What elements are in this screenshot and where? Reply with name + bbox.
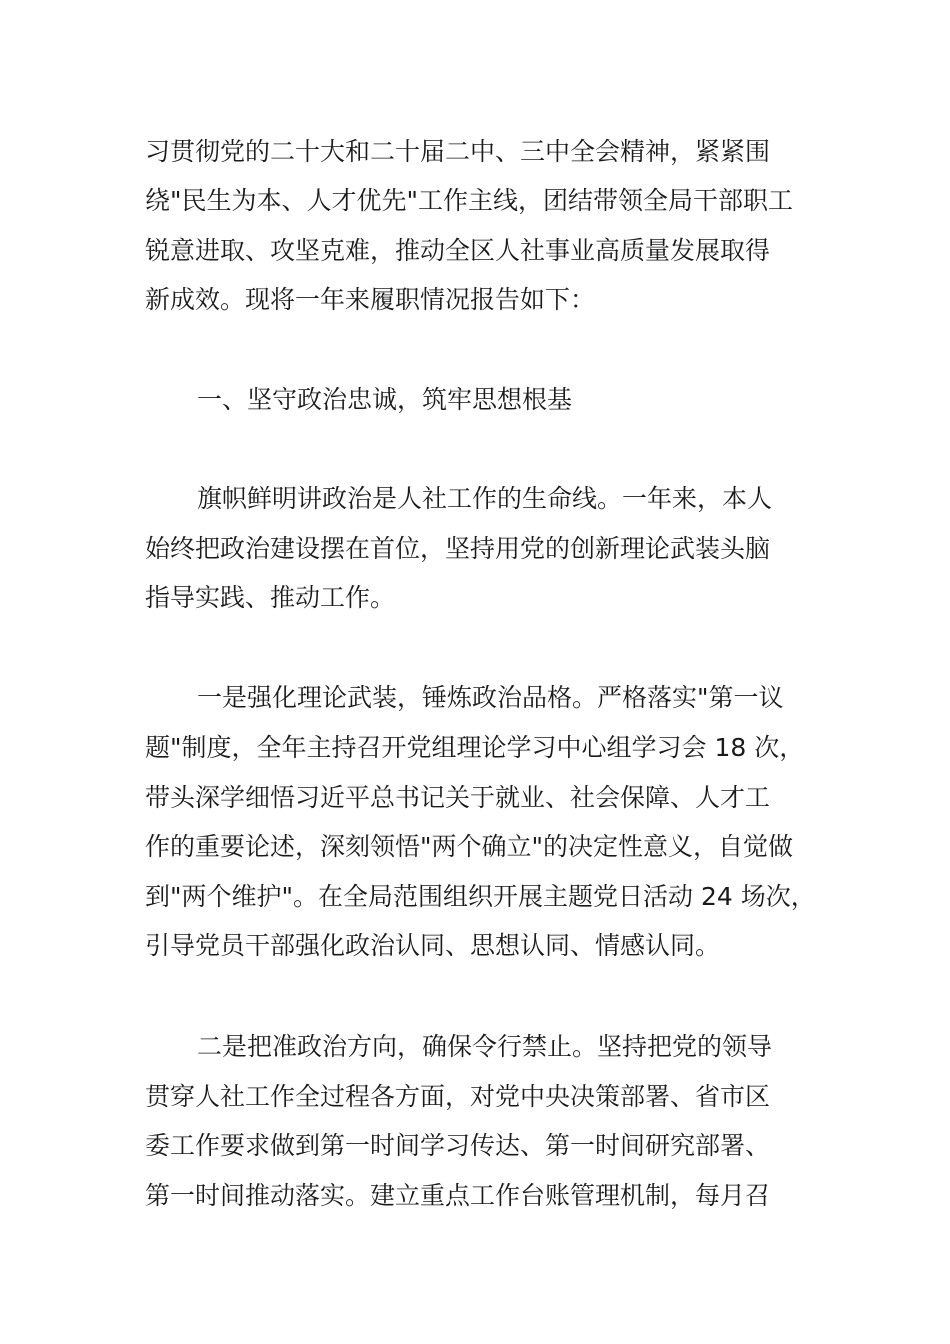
- paragraph-line: 带头深学细悟习近平总书记关于就业、社会保障、人才工: [145, 783, 771, 812]
- paragraph-line: 作的重要论述，深刻领悟"两个确立"的决定性意义，自觉做: [145, 832, 794, 861]
- paragraph-line: 旗帜鲜明讲政治是人社工作的生命线。一年来，本人: [197, 484, 773, 513]
- paragraph-line: 题"制度，全年主持召开党组理论学习中心组学习会 18 次，: [145, 733, 805, 762]
- paragraph-line: 指导实践、推动工作。: [145, 583, 396, 612]
- paragraph-line: 二是把准政治方向，确保令行禁止。坚持把党的领导: [197, 1032, 773, 1061]
- paragraph-line: 引导党员干部强化政治认同、思想认同、情感认同。: [145, 931, 721, 960]
- paragraph-line: 习贯彻党的二十大和二十届二中、三中全会精神，紧紧围: [145, 137, 771, 166]
- paragraph-line: 委工作要求做到第一时间学习传达、第一时间研究部署、: [145, 1131, 771, 1160]
- paragraph-line: 新成效。现将一年来履职情况报告如下：: [145, 285, 596, 314]
- paragraph-point-2: [145, 1032, 815, 1222]
- paragraph-line: 锐意进取、攻坚克难，推动全区人社事业高质量发展取得: [145, 236, 771, 265]
- section-heading: [145, 385, 815, 425]
- paragraph-line: 贯穿人社工作全过程各方面，对党中央决策部署、省市区: [145, 1082, 771, 1111]
- paragraph-politics: [145, 484, 815, 624]
- paragraph-line: 到"两个维护"。在全局范围组织开展主题党日活动 24 场次，: [145, 882, 816, 911]
- paragraph-line: 始终把政治建设摆在首位，坚持用党的创新理论武装头脑: [145, 534, 771, 563]
- paragraph-point-1: [145, 683, 815, 973]
- paragraph-intro: [145, 137, 815, 327]
- paragraph-line: 绕"民生为本、人才优先"工作主线，团结带领全局干部职工: [145, 186, 794, 215]
- heading-text: 一、坚守政治忠诚，筑牢思想根基: [197, 385, 573, 414]
- paragraph-line: 第一时间推动落实。建立重点工作台账管理机制，每月召: [145, 1181, 771, 1210]
- paragraph-line: 一是强化理论武装，锤炼政治品格。严格落实"第一议: [197, 683, 784, 712]
